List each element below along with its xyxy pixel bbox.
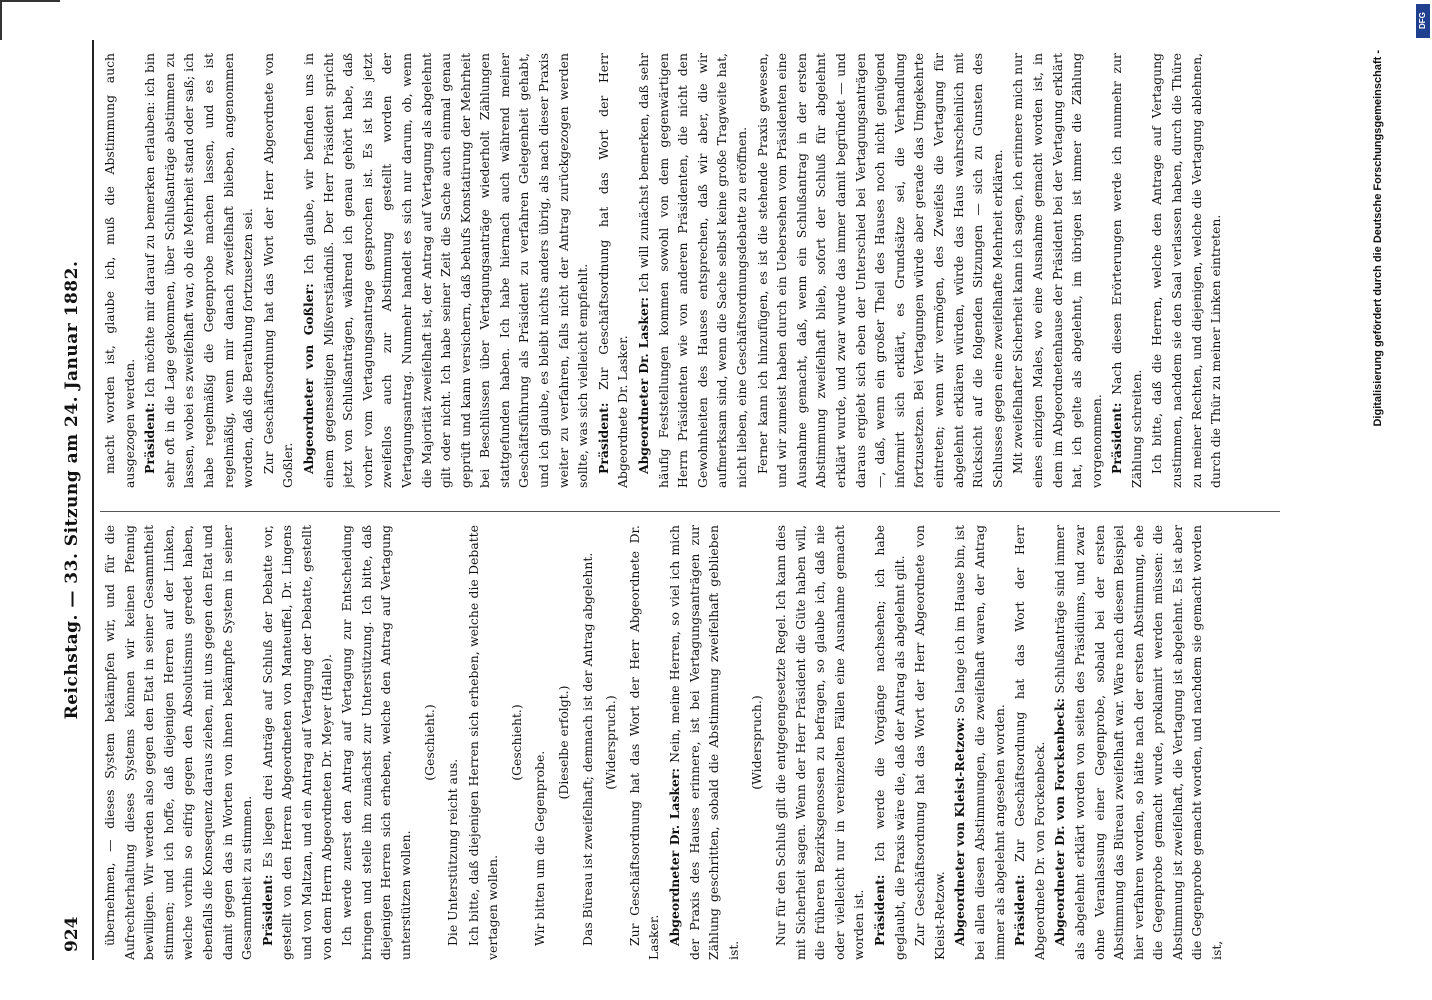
paragraph-text: Es liegen drei Anträge auf Schluß der Debatte vor, gestellt von den Herren Abgeordneten von Manteuffel, Dr. Lingens und von Maltzan, und ein Antrag auf Vertagung der Debatte, gestellt von dem Herrn Abgeordneten Dr. Meyer (Halle). xyxy=(259,525,334,960)
paragraph-text: Ich werde zuerst den Antrag auf Vertagung zur Entscheidung bringen und stelle ihn zunächst zur Unterstützung. Ich bitte, daß diejenigen Herren sich erheben, welche den Antrag auf Vertagung unterstützen wollen. xyxy=(339,525,413,960)
paragraph xyxy=(100,525,257,960)
paragraph-text: macht worden ist, glaube ich, muß die Abstimmung auch ausgezogen werden. xyxy=(102,53,137,488)
digitization-credit: Digitalisierung gefördert durch die Deutsche Forschungsgemeinschaft - xyxy=(1372,50,1384,427)
paragraph xyxy=(950,525,1009,960)
stage-direction: (Geschieht.) xyxy=(508,704,524,781)
speaker-name: Abgeordneter Dr. von Forckenbeck: xyxy=(1052,697,1068,946)
paragraph xyxy=(634,53,752,488)
speaker-name: Abgeordneter von Goßler: xyxy=(300,283,316,474)
page-number: 924 xyxy=(62,916,82,952)
paragraph xyxy=(1147,53,1225,488)
paragraph xyxy=(1010,525,1049,960)
paragraph-text: Schlußanträge sind immer als abgelehnt erklärt worden von seiten des Präsidiums, und zwar ohne Veranlassung einer Gegenprobe, sobald bei der ersten Abstimmung das Büreau zweifelhaft war. Wäre nach diesem Beispiel hier verfahren worden, so hätte nach der ersten Abstimmung, ehe die Gegenprobe gemacht wurde, proklamirt werden müssen: die Abstimmung ist zweifelhaft, die Vertagung ist abgelehnt. Es ist aber die Gegenprobe gemacht worden, und nachdem sie gemacht worden ist, xyxy=(1052,525,1225,960)
rotated-document-sheet xyxy=(0,30,1400,970)
paragraph-text: Ich bitte, daß die Herren, welche den Antrage auf Vertagung zustimmen, nachdem sie den Saal verlassen haben, durch die Thüre zu meiner Rechten, und diejenigen, welche die Vertagung ablehnen, durch die Thür zu meiner Linken eintreten. xyxy=(1149,53,1224,488)
paragraph-text: Die Unterstützung reicht aus. xyxy=(445,758,461,946)
paragraph-text: Mit zweifelhafter Sicherheit kann ich sagen, ich erinnere mich nur eines einzigen Males, wo eine Ausnahme gemacht worden ist, in dem im Abgeordnetenhause der Präsident bei der Vertagung erklärt hat, ich gelte als abgelehnt, im übrigen ist immer die Zählung vorgenommen. xyxy=(1010,53,1104,488)
speaker-name: Präsident: xyxy=(871,874,887,946)
paragraph-text: Ich glaube, wir befinden uns in einem gegenseitigen Mißverständniß. Der Herr Präsident spricht jetzt von Schlußanträgen, während ich genau gehört habe, daß vorher vom Vertagungsantrage gesprochen ist. Es ist bis jetzt zweifellos auch zur Abstimmung gestellt worden der Vertagungsantrag. Nunmehr handelt es sich nur darum, ob, wenn die Majorität zweifelhaft ist, der Antrag auf Vertagung als abgelehnt gilt oder nicht. Ich habe seiner Zeit die Sache auch einmal genau geprüft und kann versichern, daß behufs Konstatirung der Mehrheit bei Beschlüssen über Vertagungsanträge wiederholt Zählungen stattgefunden haben. Ich habe hiernach auch während meiner Geschäftsführung als Präsident zu verfahren Gelegenheit gehabt, und ich glaube, es bleibt nichts anders übrig, als nach dieser Praxis weiter zu verfahren, falls nicht der Antrag zurückgezogen werden sollte, was sich vielleicht empfiehlt. xyxy=(300,53,591,488)
paragraph-text: Zur Geschäftsordnung hat das Wort der Herr Abgeordnete von Kleist-Retzow. xyxy=(912,525,947,960)
speaker-name: Abgeordneter Dr. Lasker: xyxy=(636,297,652,474)
speaker-name: Präsident: xyxy=(142,402,158,474)
stage-direction: (Widerspruch.) xyxy=(603,695,619,790)
header-rule xyxy=(92,40,94,960)
paragraph xyxy=(665,525,743,960)
paragraph xyxy=(299,53,593,488)
scan-edge-mark xyxy=(0,0,60,2)
right-column xyxy=(100,53,1280,488)
stage-direction: (Widerspruch.) xyxy=(749,695,765,790)
paragraph xyxy=(1008,53,1106,488)
speaker-name: Abgeordneter Dr. Lasker: xyxy=(667,767,683,946)
paragraph-text: Ferner kann ich hinzufügen, es ist die stehende Praxis gewesen, und wir zumeist haben durch ein Uebersehen vom Präsidenten eine Ausnahme gemacht, daß, wenn ein Schlußantrag in der ersten Abstimmung zweifelhaft blieb, sofort der Schluß für abgelehnt erklärt wurde, und zwar wurde das immer damit begründet — und daraus ergiebt sich eben der Unterschied bei Vertagungsanträgen —, daß, wenn ein großer Theil des Hauses noch nicht genügend informirt sich erklärt, es Grundsätze sei, die Verhandlung fortzusetzen. Bei Vertagungen würde aber gerade das Umgekehrte eintreten; wenn wir vermögen, des Zweifels die Vertagung für abgelehnt erklären würden, würde das Haus wahrscheinlich mit Rücksicht auf die folgenden Sitzungen — sich zu Gunsten des Schlusses gegen eine zweifelhafte Mehrheit erklären. xyxy=(754,53,1005,488)
paragraph xyxy=(337,525,415,960)
paragraph xyxy=(753,53,1008,488)
paragraph xyxy=(464,525,503,960)
paragraph-text: Das Büreau ist zweifelhaft; demnach ist der Antrag abgelehnt. xyxy=(579,552,595,946)
paragraph-text: Zur Geschäftsordnung hat das Wort der Herr Abgeordnete Dr. Lasker. xyxy=(626,525,662,960)
paragraph-text: Nur für den Schluß gilt die entgegengesetzte Regel. Ich kann dies mit Sicherheit sagen. Wenn der Herr Präsident die Güte haben will, die früheren Bezirksgenossen zu befragen, so glaube ich, daß nie oder vielleicht nur in vereinzelten Fällen eine Ausnahme gemacht worden ist. xyxy=(773,525,867,960)
paragraph xyxy=(910,525,949,960)
paragraph xyxy=(258,525,336,960)
paragraph xyxy=(771,525,869,960)
paragraph-text: übernehmen, — dieses System bekämpfen wir, und für die Aufrechterhaltung dieses Systems können wir keinen Pfennig bewilligen. Wir werden also gegen den Etat in seiner Gesammtheit stimmen; und ich hoffe, daß diejenigen Herren auf der Linken, welche vorhin so eifrig gegen den Absolutismus geredet haben, ebenfalls die Konsequenz daraus ziehen, mit uns gegen den Etat und damit gegen das in Worten von ihnen bekämpfte System in seiner Gesammtheit zu stimmen. xyxy=(102,525,255,960)
paragraph-text: Wir bitten um die Gegenprobe. xyxy=(532,750,548,946)
paragraph-text: So lange ich im Hause bin, ist bei allen diesen Abstimmungen, die zweifelhaft waren, der Antrag immer als abgelehnt angesehen worden. xyxy=(952,525,1007,960)
paragraph-text: Nach diesen Erörterungen werde ich nunmehr zur Zählung schreiten. xyxy=(1109,53,1144,488)
paragraph-text: Ich bitte, daß diejenigen Herren sich erheben, welche die Debatte vertagen wollen. xyxy=(465,525,501,960)
paragraph xyxy=(594,53,633,488)
paragraph xyxy=(870,525,909,960)
paragraph-text: Zur Geschäftsordnung hat das Wort der Herr Abgeordnete Dr. Lasker. xyxy=(595,53,631,488)
paragraph xyxy=(625,525,664,960)
paragraph xyxy=(443,525,463,960)
paragraph-text: Ich werde die Vorgänge nachsehen; ich habe geglaubt, die Praxis wäre die, daß der Antrag als abgelehnt gilt. xyxy=(871,525,907,960)
paragraph xyxy=(100,53,139,488)
stage-direction: (Geschieht.) xyxy=(421,704,437,781)
speaker-name: Präsident: xyxy=(595,402,611,474)
paragraph xyxy=(530,525,550,960)
paragraph-text: Zur Geschäftsordnung hat das Wort der Herr Abgeordnete von Goßler. xyxy=(260,53,296,488)
paragraph xyxy=(140,53,258,488)
paragraph xyxy=(1107,53,1146,488)
paragraph xyxy=(1050,525,1226,960)
running-title: Reichstag. — 33. Sitzung am 24. Januar 1882. xyxy=(62,260,82,720)
speaker-name: Abgeordneter von Kleist-Retzow: xyxy=(952,717,968,946)
stage-direction: (Dieselbe erfolgt.) xyxy=(556,685,572,800)
paragraph xyxy=(578,525,598,960)
speaker-name: Präsident: xyxy=(259,874,275,946)
dfg-logo: DFG xyxy=(1416,4,1430,38)
paragraph-text: Zur Geschäftsordnung hat das Wort der Herr Abgeordnete Dr. von Forckenbeck. xyxy=(1012,525,1047,960)
paragraph-text: Ich will zunächst bemerken, daß sehr häufig Feststellungen kommen sowohl von dem gegenwärtigen Herrn Präsidenten wie von anderen Präsidenten, die nicht den Gewohnheiten des Hauses entsprechen, daß wir aber, die wir aufmerksam sind, wenn die Sache selbst keine große Tragweite hat, nicht lieben, eine Geschäftsordnungsdebatte zu eröffnen. xyxy=(636,53,749,488)
paragraph xyxy=(259,53,298,488)
left-column xyxy=(100,525,1280,960)
paragraph-text: Ich möchte mir darauf zu bemerken erlauben: ich bin sehr oft in die Lage gekommen, über Schlußanträge abstimmen zu lassen, wobei es zweifelhaft war, ob die Mehrheit stand oder saß; ich habe regelmäßig die Gegenprobe machen lassen, und es ist regelmäßig, wenn mir danach zweifelhaft blieben, angenommen worden, daß die Berathung fortzusetzen sei. xyxy=(142,53,256,488)
column-divider xyxy=(100,511,1280,512)
page-header xyxy=(58,40,88,960)
speaker-name: Präsident: xyxy=(1012,874,1028,946)
paragraph-text: Nein, meine Herren, so viel ich mich der Praxis des Hauses erinnere, ist bei Vertagungsanträgen zur Zählung geschritten, sobald die Abstimmung zweifelhaft geblieben ist. xyxy=(667,525,741,960)
speaker-name: Präsident: xyxy=(1109,402,1125,474)
